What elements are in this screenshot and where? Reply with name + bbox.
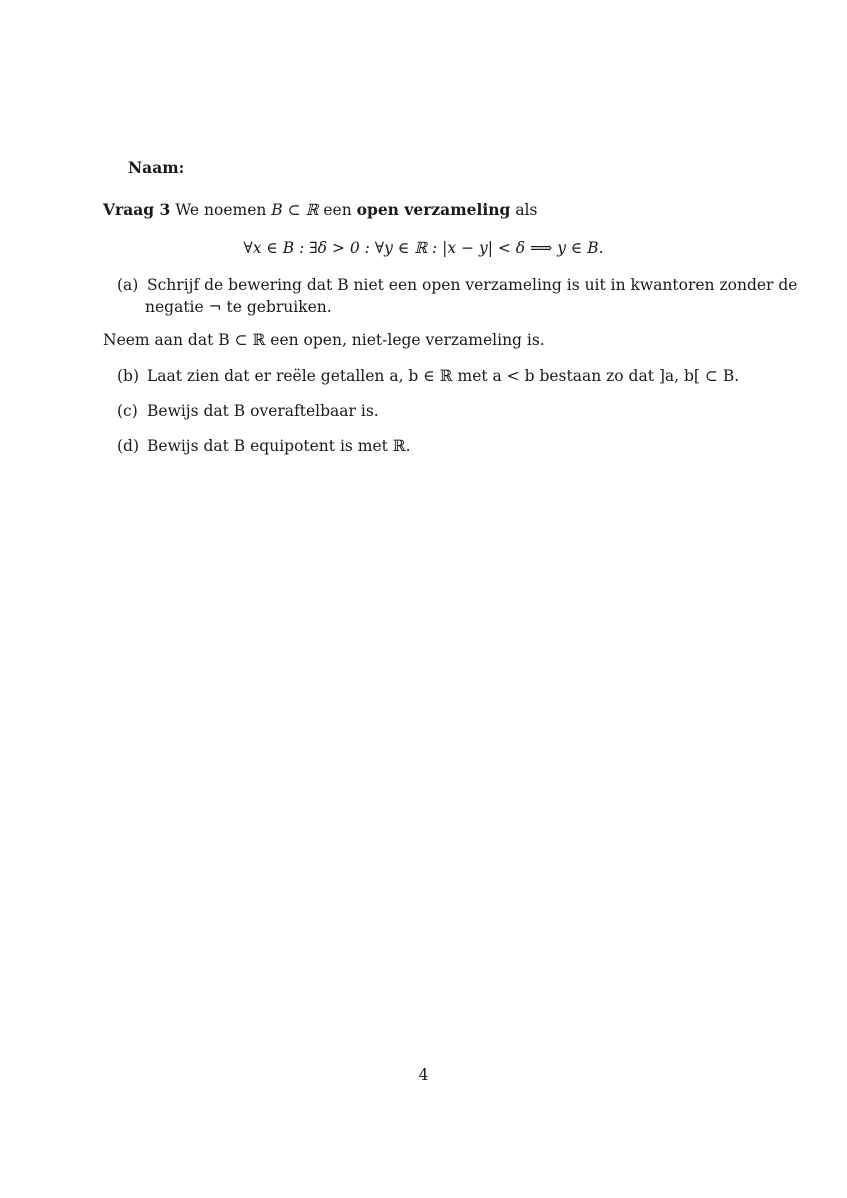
intro-before: We noemen — [175, 201, 267, 219]
assumption-text: Neem aan dat B ⊂ ℝ een open, niet-lege verzameling is. — [103, 331, 545, 349]
part-c — [117, 400, 379, 422]
intro-middle: een — [323, 201, 352, 219]
part-c-text: Bewijs dat B overaftelbaar is. — [147, 402, 379, 420]
part-d-label: (d) — [117, 437, 140, 455]
definition-formula: ∀x ∈ B : ∃δ > 0 : ∀y ∈ ℝ : |x − y| < δ ⟹ y ∈ B. — [243, 239, 604, 257]
part-a-label: (a) — [117, 276, 139, 294]
part-d — [117, 435, 411, 457]
intro-math: B ⊂ ℝ — [271, 201, 319, 219]
part-a-text-line1: Schrijf de bewering dat B niet een open verzameling is uit in kwantoren zonder de — [147, 276, 798, 294]
part-b-text: Laat zien dat er reële getallen a, b ∈ ℝ met a < b bestaan zo dat ]a, b[ ⊂ B. — [147, 367, 740, 385]
part-a-text-line2: negatie ¬ te gebruiken. — [145, 298, 332, 316]
part-d-text: Bewijs dat B equipotent is met ℝ. — [147, 437, 411, 455]
part-b-label: (b) — [117, 367, 140, 385]
part-c-label: (c) — [117, 402, 138, 420]
name-label: Naam: — [128, 158, 185, 177]
page-number: 4 — [418, 1066, 429, 1084]
intro-after: als — [515, 201, 538, 219]
question-intro — [103, 199, 537, 221]
question-number: Vraag 3 — [103, 200, 171, 219]
part-a-line1 — [117, 274, 797, 296]
part-b — [117, 365, 739, 387]
defined-term: open verzameling — [356, 200, 511, 219]
